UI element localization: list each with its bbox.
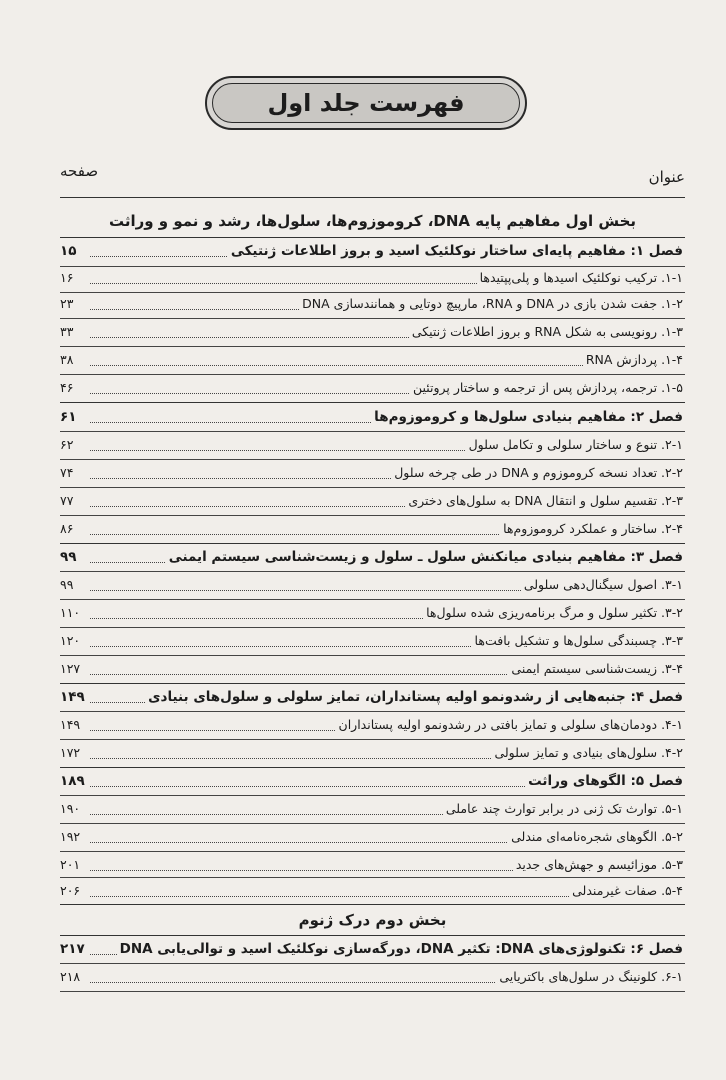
entry-title: فصل ۱: مفاهیم پایه‌ای ساختار نوکلئیک اسید و بروز اطلاعات ژنتیکی [228, 243, 683, 259]
entry-title: فصل ۶: تکنولوژی‌های DNA: تکثیر DNA، دورگه‌سازی نوکلئیک اسید و توالی‌یابی DNA [117, 941, 683, 957]
row-divider [60, 374, 685, 375]
row-divider [60, 515, 685, 516]
column-header [60, 160, 685, 190]
toc-chapter-row[interactable] [60, 937, 685, 963]
row-divider [60, 627, 685, 628]
chapter-divider [60, 935, 685, 936]
chapter-divider [60, 767, 685, 768]
row-divider [60, 459, 685, 460]
entry-page: ۱۸۹ [60, 773, 85, 789]
entry-title: فصل ۵: الگوهای وراثت [525, 773, 683, 789]
toc-section-row[interactable] [60, 376, 685, 402]
toc-section-row[interactable] [60, 433, 685, 459]
part-divider [60, 904, 685, 905]
entry-page: ۶۱ [60, 409, 77, 425]
entry-title: ۱-۴. پردازش RNA [583, 352, 683, 367]
toc-section-row[interactable] [60, 601, 685, 627]
toc-section-row[interactable] [60, 573, 685, 599]
entry-title: ۳-۴. زیست‌شناسی سیستم ایمنی [508, 661, 683, 676]
entry-title: ۴-۲. سلول‌های بنیادی و تمایز سلولی [491, 745, 683, 760]
toc-section-row[interactable] [60, 489, 685, 515]
entry-title: ۲-۲. تعداد نسخه کروموزوم و DNA در طی چرخه سلول [391, 465, 683, 480]
page-title: فهرست جلد اول [212, 83, 520, 123]
entry-title: ۱-۳. رونویسی به شکل RNA و بروز اطلاعات ژنتیکی [409, 324, 683, 339]
toc-chapter-row[interactable] [60, 545, 685, 571]
toc-section-row[interactable] [60, 348, 685, 374]
entry-page: ۷۴ [60, 465, 74, 480]
row-divider [60, 318, 685, 319]
row-divider [60, 851, 685, 852]
entry-page: ۱۷۲ [60, 745, 81, 760]
toc-section-row[interactable] [60, 965, 685, 991]
toc-chapter-row[interactable] [60, 685, 685, 711]
entry-page: ۱۴۹ [60, 717, 81, 732]
entry-page: ۱۵ [60, 243, 77, 259]
title-frame [205, 76, 527, 130]
toc-section-row[interactable] [60, 741, 685, 767]
row-divider [60, 963, 685, 964]
entry-title: ۲-۳. تقسیم سلول و انتقال DNA به سلول‌های دختری [405, 493, 683, 508]
chapter-divider [60, 543, 685, 544]
entry-title: ۳-۱. اصول سیگنال‌دهی سلولی [521, 577, 683, 592]
entry-page: ۳۳ [60, 324, 74, 339]
entry-title: ۳-۳. چسبندگی سلول‌ها و تشکیل بافت‌ها [472, 633, 683, 648]
entry-title: ۱-۵. ترجمه، پردازش پس از ترجمه و ساختار پروتئین [410, 380, 683, 395]
entry-title: ۵-۲. الگوهای شجره‌نامه‌ای مندلی [508, 829, 683, 844]
entry-title: ۵-۴. صفات غیرمندلی [569, 883, 683, 898]
row-divider [60, 711, 685, 712]
row-divider [60, 599, 685, 600]
entry-page: ۴۶ [60, 380, 74, 395]
row-divider [60, 739, 685, 740]
entry-page: ۲۰۱ [60, 857, 81, 872]
entry-page: ۶۲ [60, 437, 74, 452]
toc-section-row[interactable] [60, 879, 685, 905]
entry-title: فصل ۳: مفاهیم بنیادی میانکنش سلول ـ سلول و زیست‌شناسی سیستم ایمنی [166, 549, 683, 565]
part-two-title: بخش دوم درک ژنوم [298, 911, 447, 929]
toc-section-row[interactable] [60, 461, 685, 487]
toc-section-row[interactable] [60, 797, 685, 823]
entry-page: ۱۲۷ [60, 661, 81, 676]
entry-page: ۳۸ [60, 352, 74, 367]
chapter-divider [60, 237, 685, 238]
toc-chapter-row[interactable] [60, 239, 685, 265]
toc-section-row[interactable] [60, 517, 685, 543]
toc-section-row[interactable] [60, 853, 685, 879]
toc-section-row[interactable] [60, 292, 685, 318]
entry-page: ۹۹ [60, 549, 77, 565]
header-page-label: صفحه [60, 162, 99, 180]
row-divider [60, 487, 685, 488]
toc-section-row[interactable] [60, 713, 685, 739]
entry-page: ۱۹۲ [60, 829, 81, 844]
part-one-title: بخش اول مفاهیم پایه DNA، کروموزوم‌ها، سلول‌ها، رشد و نمو و وراثت [108, 212, 637, 230]
chapter-divider [60, 683, 685, 684]
entry-title: ۳-۲. تکثیر سلول و مرگ برنامه‌ریزی شده سلول‌ها [423, 605, 683, 620]
row-divider [60, 655, 685, 656]
toc-section-row[interactable] [60, 320, 685, 346]
entry-title: فصل ۲: مفاهیم بنیادی سلول‌ها و کروموزوم‌ها [371, 409, 683, 425]
entry-title: ۱-۲. جفت شدن بازی در DNA و RNA، مارپیچ دوتایی و همانندسازی DNA [299, 296, 683, 311]
entry-title: ۴-۱. دودمان‌های سلولی و تمایز بافتی در رشدونمو اولیه پستانداران [336, 717, 683, 732]
row-divider [60, 991, 685, 992]
row-divider [60, 823, 685, 824]
row-divider [60, 431, 685, 432]
row-divider [60, 571, 685, 572]
toc-section-row[interactable] [60, 825, 685, 851]
entry-page: ۱۹۰ [60, 801, 81, 816]
entry-page: ۹۹ [60, 577, 74, 592]
entry-page: ۸۶ [60, 521, 74, 536]
entry-title: ۵-۱. توارث تک ژنی در برابر توارث چند عاملی [443, 801, 683, 816]
entry-page: ۲۱۸ [60, 969, 81, 984]
toc-section-row[interactable] [60, 266, 685, 292]
entry-title: ۲-۴. ساختار و عملکرد کروموزوم‌ها [500, 521, 683, 536]
entry-page: ۱۶ [60, 270, 74, 285]
header-divider [60, 197, 685, 198]
toc-section-row[interactable] [60, 657, 685, 683]
row-divider [60, 346, 685, 347]
entry-page: ۱۱۰ [60, 605, 81, 620]
row-divider [60, 877, 685, 878]
entry-title: فصل ۴: جنبه‌هایی از رشدونمو اولیه پستانداران، تمایز سلولی و سلول‌های بنیادی [145, 689, 683, 705]
row-divider [60, 795, 685, 796]
entry-page: ۱۴۹ [60, 689, 85, 705]
entry-page: ۷۷ [60, 493, 74, 508]
chapter-divider [60, 402, 685, 403]
toc-section-row[interactable] [60, 629, 685, 655]
entry-page: ۱۲۰ [60, 633, 81, 648]
entry-title: ۶-۱. کلونینگ در سلول‌های باکتریایی [496, 969, 683, 984]
toc-chapter-row[interactable] [60, 405, 685, 431]
entry-title: ۱-۱. ترکیب نوکلئیک اسیدها و پلی‌پپتیدها [477, 270, 683, 285]
entry-page: ۲۳ [60, 296, 74, 311]
entry-title: ۵-۳. موزائیسم و جهش‌های جدید [513, 857, 683, 872]
entry-title: ۲-۱. تنوع و ساختار سلولی و تکامل سلول [466, 437, 683, 452]
toc-chapter-row[interactable] [60, 769, 685, 795]
header-title-label: عنوان [648, 168, 685, 186]
entry-page: ۲۰۶ [60, 883, 81, 898]
entry-page: ۲۱۷ [60, 941, 85, 957]
